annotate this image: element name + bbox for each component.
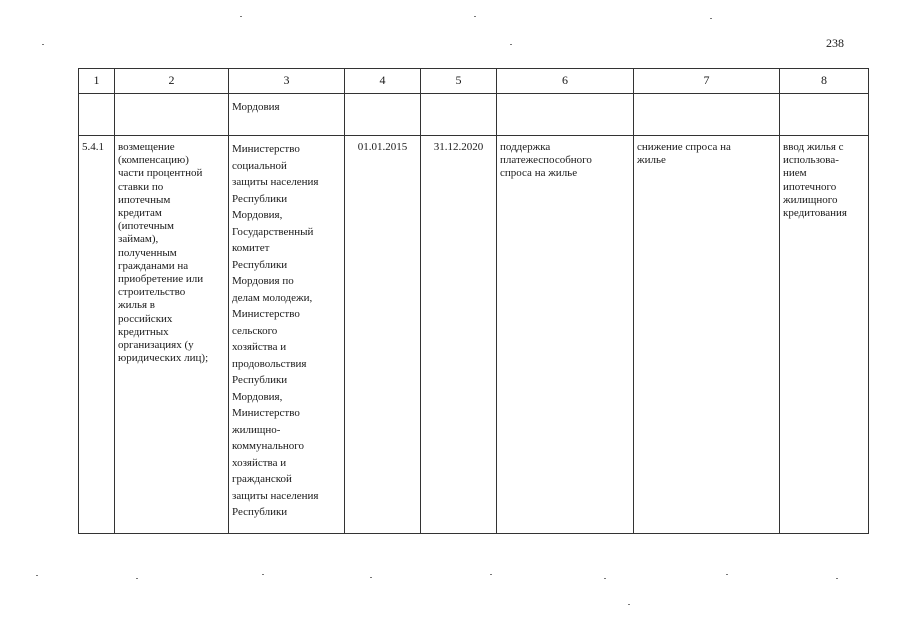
continuation-cell-5 <box>421 94 497 136</box>
scan-speck <box>726 574 728 575</box>
column-number-5: 5 <box>421 69 497 94</box>
scan-speck <box>710 18 712 19</box>
continuation-cell-2 <box>115 94 229 136</box>
scan-speck <box>836 578 838 579</box>
continuation-cell-7 <box>634 94 780 136</box>
table-row <box>79 136 869 534</box>
page-number: 238 <box>826 36 844 50</box>
end-date-cell: 31.12.2020 <box>421 136 497 534</box>
indicator-cell: ввод жилья с использова- нием ипотечного жилищного кредитования <box>780 136 869 534</box>
scan-speck <box>36 575 38 576</box>
executor-cell: Министерство социальной защиты населения Республики Мордовия, Государственный комитет Республики Мордовия по делам молодежи, Министерство сельского хозяйства и продовольствия Республики Мордовия, Министерство жилищно- коммунального хозяйства и гражданской защиты населения Республики <box>229 136 345 534</box>
measure-cell: возмещение (компенсацию) части процентной ставки по ипотечным кредитам (ипотечным займам), полученным гражданами на приобретение или строительство жилья в российских кредитных организациях (у юридических лиц); <box>115 136 229 534</box>
column-number-6: 6 <box>497 69 634 94</box>
scan-speck <box>628 604 630 605</box>
scan-speck <box>240 16 242 17</box>
column-number-8: 8 <box>780 69 869 94</box>
start-date-cell: 01.01.2015 <box>345 136 421 534</box>
continuation-row <box>79 94 869 136</box>
column-number-1: 1 <box>79 69 115 94</box>
scan-speck <box>474 16 476 17</box>
scan-speck <box>510 44 512 45</box>
program-table <box>78 68 869 534</box>
continuation-executor-cell: Мордовия <box>229 94 345 136</box>
scan-speck <box>136 578 138 579</box>
scan-speck <box>262 574 264 575</box>
column-number-7: 7 <box>634 69 780 94</box>
scan-speck <box>490 574 492 575</box>
consequence-cell: снижение спроса на жилье <box>634 136 780 534</box>
continuation-cell-6 <box>497 94 634 136</box>
column-number-4: 4 <box>345 69 421 94</box>
scan-speck <box>604 578 606 579</box>
column-number-3: 3 <box>229 69 345 94</box>
row-number-cell: 5.4.1 <box>79 136 115 534</box>
column-number-2: 2 <box>115 69 229 94</box>
result-cell: поддержка платежеспособного спроса на жилье <box>497 136 634 534</box>
scan-speck <box>42 44 44 45</box>
table-header-row <box>79 69 869 94</box>
continuation-cell-4 <box>345 94 421 136</box>
scan-speck <box>370 577 372 578</box>
continuation-cell-1 <box>79 94 115 136</box>
continuation-cell-8 <box>780 94 869 136</box>
